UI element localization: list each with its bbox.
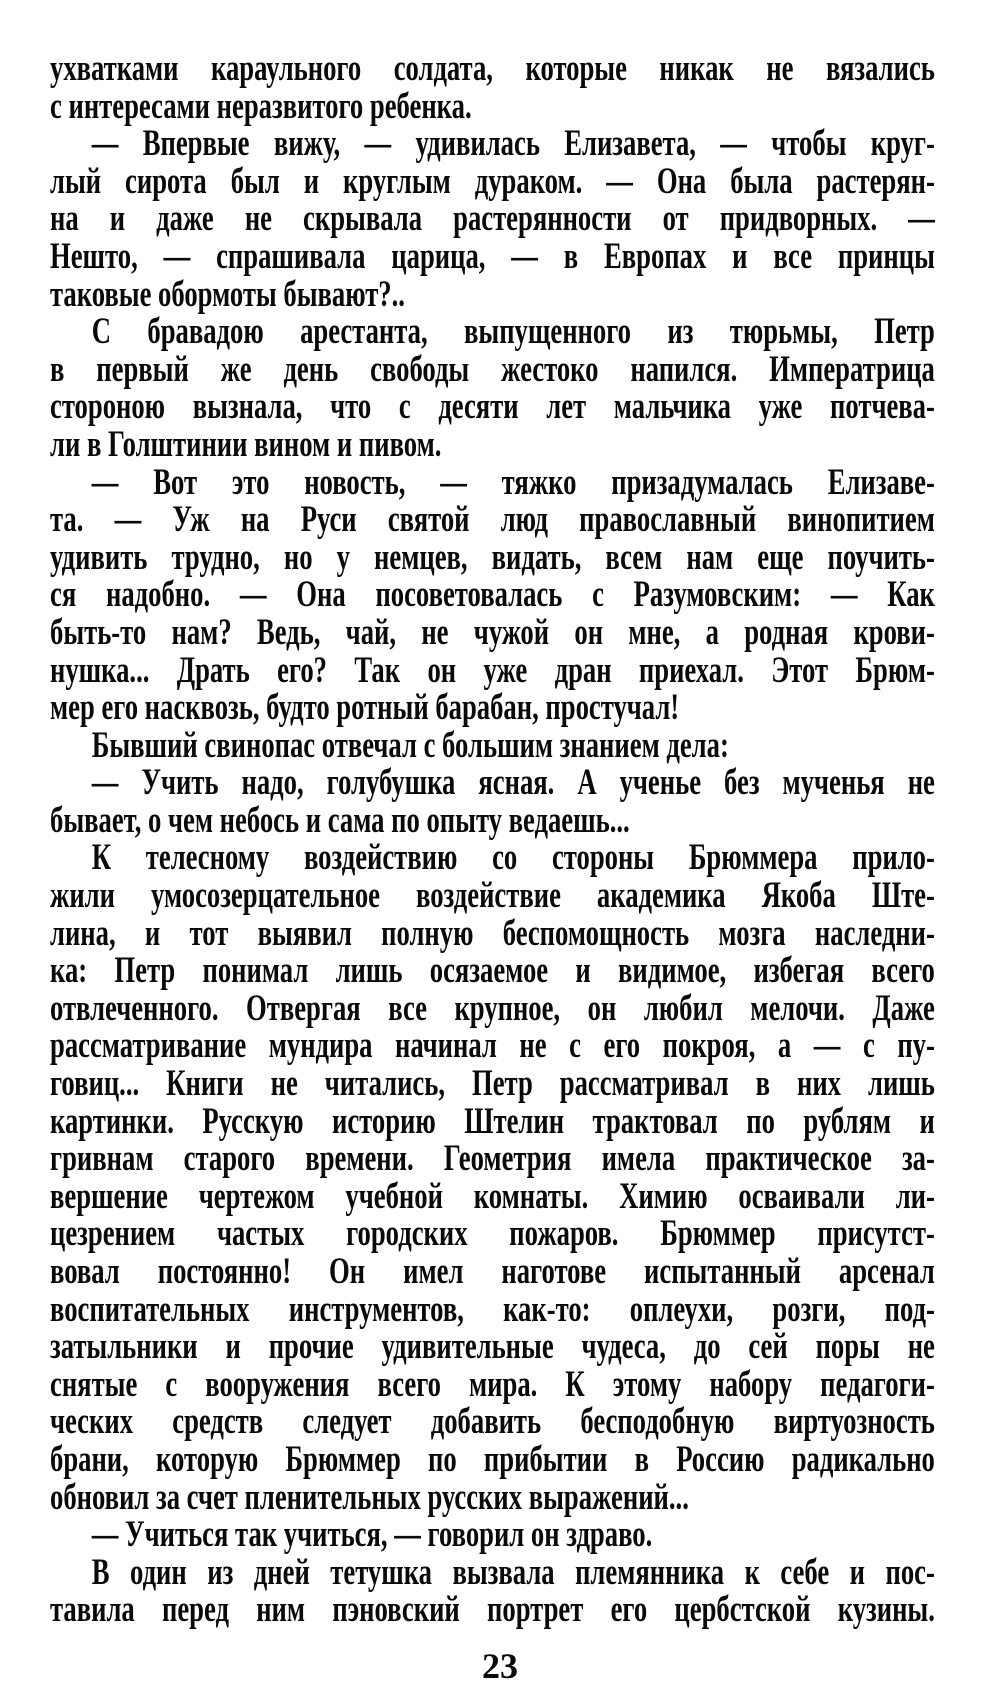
text-line: снятые с вооружения всего мира. К этому набору педагоги- (50, 1363, 935, 1405)
text-line: бывает, о чем небось и сама по опыту ведаешь... (50, 799, 630, 841)
text-line: ческих средств следует добавить бесподобную виртуозность (50, 1401, 935, 1443)
text-line: цезрением частых городских пожаров. Брюммер присутст- (50, 1213, 935, 1255)
page-body-text (50, 50, 935, 1629)
text-line: говиц... Книги не читались, Петр рассматривал в них лишь (50, 1063, 935, 1105)
text-line: ся надобно. — Она посоветовалась с Разумовским: — Как (50, 574, 935, 616)
text-line: обновил за счет пленительных русских выражений... (50, 1476, 689, 1518)
text-line: вовал постоянно! Он имел наготове испытанный арсенал (50, 1251, 935, 1292)
text-line: — Впервые вижу, — удивилась Елизавета, — чтобы круг- (91, 123, 935, 165)
text-line: тавила перед ним пэновский портрет его цербстской кузины. (50, 1589, 935, 1631)
text-line: гривнам старого времени. Геометрия имела практическое за- (50, 1138, 935, 1180)
text-line: на и даже не скрывала растерянности от придворных. — (50, 198, 935, 240)
text-line: быть-то нам? Ведь, чай, не чужой он мне, а родная крови- (50, 611, 935, 653)
text-line: картинки. Русскую историю Штелин трактовал по рублям и (50, 1100, 935, 1142)
text-line: Бывший свинопас отвечал с большим знанием дела: (91, 724, 729, 766)
text-line: таковые обормоты бывают?.. (50, 273, 405, 315)
text-line: ли в Голштинии вином и пивом. (50, 423, 442, 465)
text-line: стороною вызнала, что с десяти лет мальчика уже потчева- (50, 386, 935, 428)
text-line: рассматривание мундира начинал не с его покроя, а — с пу- (50, 1025, 935, 1067)
text-line: лина, и тот выявил полную беспомощность мозга наследни- (50, 912, 935, 954)
text-line: С бравадою арестанта, выпущенного из тюрьмы, Петр (91, 311, 935, 353)
text-line: затыльники и прочие удивительные чудеса, до сей поры не (50, 1326, 935, 1368)
text-line: ка: Петр понимал лишь осязаемое и видимое, избегая всего (50, 950, 935, 992)
text-line: нушка... Драть его? Так он уже дран приехал. Этот Брюм- (50, 649, 935, 691)
text-line: В один из дней тетушка вызвала племянника к себе и пос- (91, 1551, 935, 1593)
text-line: брани, которую Брюммер по прибытии в Россию радикально (50, 1438, 935, 1480)
text-line: Нешто, — спрашивала царица, — в Европах и все принцы (50, 235, 935, 277)
text-line: удивить трудно, но у немцев, видать, всем нам еще поучить- (50, 536, 935, 578)
text-line: К телесному воздействию со стороны Брюммера прило- (91, 837, 935, 879)
text-line: — Учиться так учиться, — говорил он здраво. (91, 1514, 653, 1556)
text-line: — Учить надо, голубушка ясная. А ученье без мученья не (91, 762, 935, 804)
text-line: отвлеченного. Отвергая все крупное, он любил мелочи. Даже (50, 987, 935, 1029)
text-line: жили умосозерцательное воздействие академика Якоба Ште- (50, 875, 935, 917)
text-line: та. — Уж на Руси святой люд православный винопитием (50, 499, 935, 541)
page-number: 23 (482, 1646, 518, 1686)
text-line: — Вот это новость, — тяжко призадумалась Елизаве- (91, 461, 935, 503)
text-line: вершение чертежом учебной комнаты. Химию осваивали ли- (50, 1175, 935, 1217)
text-line: воспитательных инструментов, как-то: оплеухи, розги, под- (50, 1288, 935, 1330)
text-line: лый сирота был и круглым дураком. — Она была растерян- (50, 160, 935, 202)
text-line: ухватками караульного солдата, которые никак не вязались (50, 48, 935, 89)
text-line: с интересами неразвитого ребенка. (50, 85, 472, 127)
text-line: мер его насквозь, будто ротный барабан, простучал! (50, 687, 680, 729)
text-line: в первый же день свободы жестоко напился. Императрица (50, 348, 935, 390)
